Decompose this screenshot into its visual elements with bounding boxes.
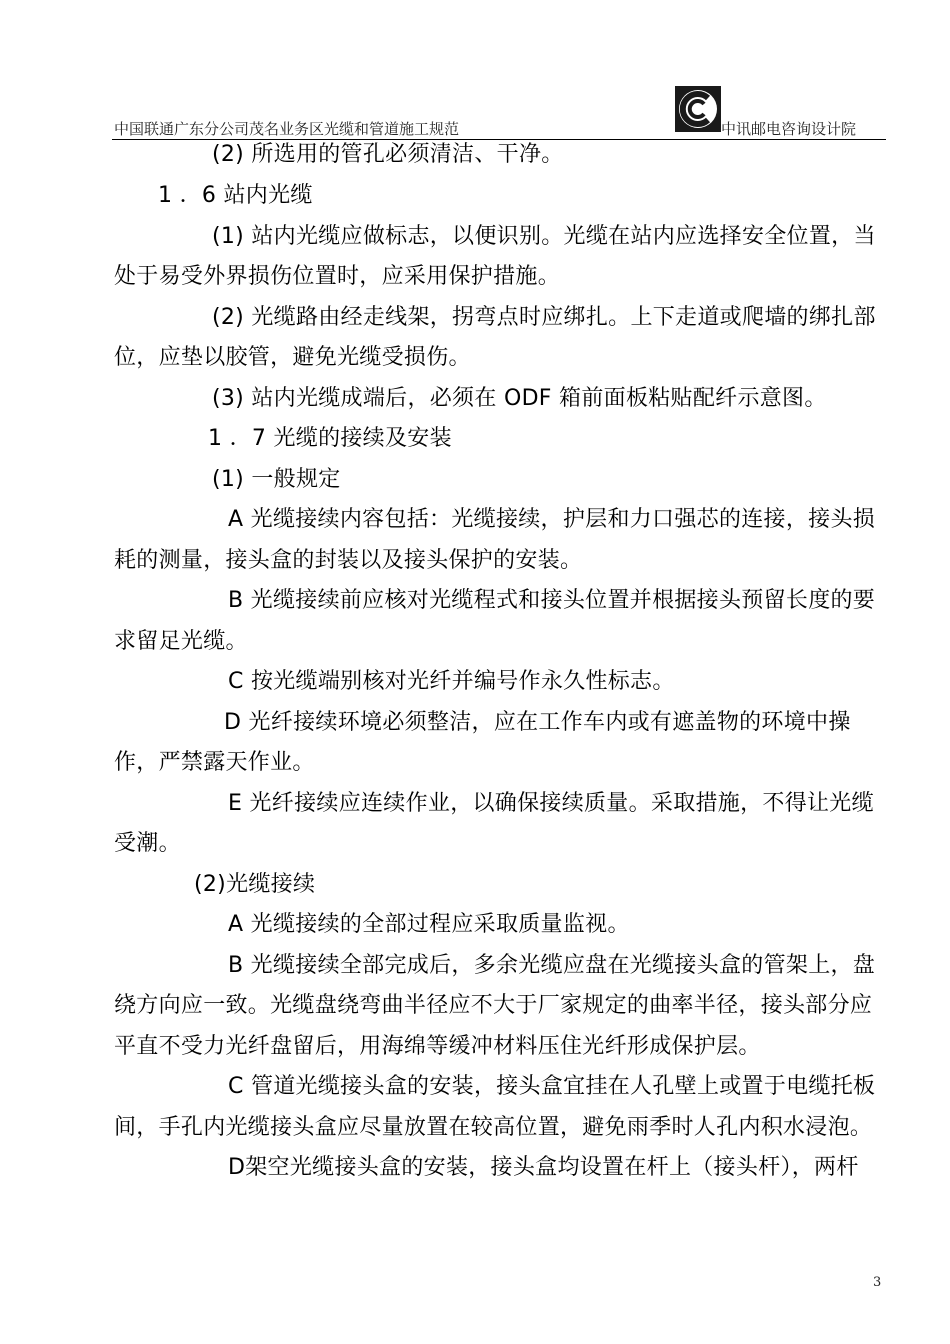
paragraph-line: (2) 所选用的管孔必须清洁、干净。 bbox=[212, 142, 564, 167]
paragraph-line: C 管道光缆接头盒的安装，接头盒宜挂在人孔壁上或置于电缆托板 bbox=[228, 1074, 876, 1099]
paragraph-line: (1) 站内光缆应做标志，以便识别。光缆在站内应选择安全位置，当 bbox=[212, 224, 876, 249]
paragraph-line: E 光纤接续应连续作业，以确保接续质量。采取措施，不得让光缆 bbox=[228, 791, 874, 816]
section-heading: 1 ．6 站内光缆 bbox=[158, 183, 313, 208]
paragraph-line: (2) 光缆路由经走线架，拐弯点时应绑扎。上下走道或爬墙的绑扎部 bbox=[212, 305, 876, 330]
paragraph-line: 平直不受力光纤盘留后，用海绵等缓冲材料压住光纤形成保护层。 bbox=[114, 1034, 761, 1059]
page-number: 3 bbox=[873, 1275, 882, 1290]
paragraph-line: 绕方向应一致。光缆盘绕弯曲半径应不大于厂家规定的曲率半径，接头部分应 bbox=[114, 993, 873, 1018]
paragraph-line: 受潮。 bbox=[114, 831, 181, 856]
paragraph-line: D架空光缆接头盒的安装，接头盒均设置在杆上（接头杆），两杆 bbox=[228, 1155, 859, 1180]
paragraph-line: D 光纤接续环境必须整洁，应在工作车内或有遮盖物的环境中操 bbox=[224, 710, 851, 735]
paragraph-line: A 光缆接续的全部过程应采取质量监视。 bbox=[228, 912, 630, 937]
paragraph-line: (1) 一般规定 bbox=[212, 467, 341, 492]
paragraph-line: 求留足光缆。 bbox=[114, 629, 248, 654]
paragraph-line: A 光缆接续内容包括：光缆接续，护层和力口强芯的连接，接头损 bbox=[228, 507, 876, 532]
paragraph-line: B 光缆接续前应核对光缆程式和接头位置并根据接头预留长度的要 bbox=[228, 588, 876, 613]
paragraph-line: 位，应垫以胶管，避免光缆受损伤。 bbox=[114, 345, 471, 370]
paragraph-line: 耗的测量，接头盒的封装以及接头保护的安装。 bbox=[114, 548, 583, 573]
company-logo-icon bbox=[675, 86, 721, 132]
paragraph-line: (2)光缆接续 bbox=[194, 872, 316, 897]
paragraph-line: 作，严禁露天作业。 bbox=[114, 750, 315, 775]
section-heading: 1 ．7 光缆的接续及安装 bbox=[208, 426, 452, 451]
paragraph-line: 间，手孔内光缆接头盒应尽量放置在较高位置，避免雨季时人孔内积水浸泡。 bbox=[114, 1115, 873, 1140]
paragraph-line: 处于易受外界损伤位置时，应采用保护措施。 bbox=[114, 264, 561, 289]
paragraph-line: (3) 站内光缆成端后，必须在 ODF 箱前面板粘贴配纤示意图。 bbox=[212, 386, 827, 411]
paragraph-line: B 光缆接续全部完成后，多余光缆应盘在光缆接头盒的管架上，盘 bbox=[228, 953, 876, 978]
header-right-title: 中讯邮电咨询设计院 bbox=[721, 120, 857, 138]
paragraph-line: C 按光缆端别核对光纤并编号作永久性标志。 bbox=[228, 669, 675, 694]
header-left-title: 中国联通广东分公司茂名业务区光缆和管道施工规范 bbox=[114, 120, 460, 138]
